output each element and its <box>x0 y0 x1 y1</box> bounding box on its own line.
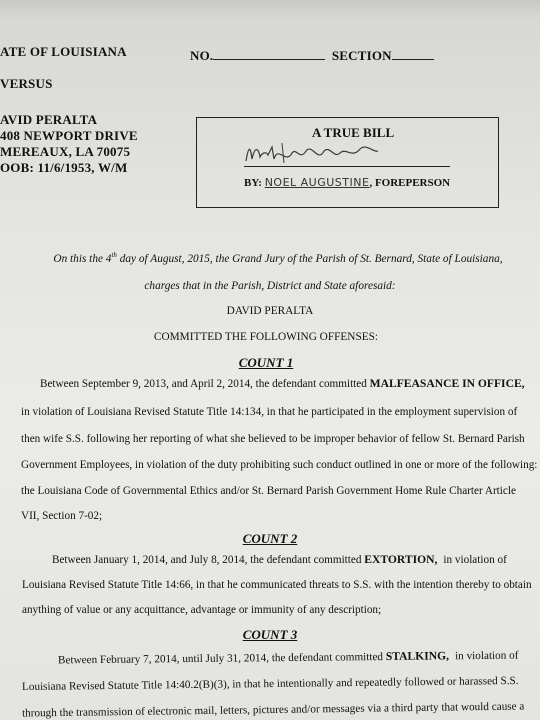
count-2-line-1-text: Between January 1, 2014, and July 8, 2014, the defendant committed <box>52 554 362 566</box>
true-bill-title: A TRUE BILL <box>312 125 395 140</box>
count-2-line-1-tail: in violation of <box>443 554 507 566</box>
intro-line-1 <box>8 251 540 265</box>
count-3-line-1 <box>58 649 519 667</box>
count-1-line-4: Government Employees, in violation of the duty prohibiting such conduct outlined in one or more of the following: <box>21 459 538 471</box>
count-3-heading: COUNT 3 <box>242 627 298 642</box>
count-3-line-2: Louisiana Revised Statute Title 14:40.2(B)(3), in that he intentionally and repeatedly followed or harassed S.S. <box>21 674 519 694</box>
count-3-line-1-tail: in violation of <box>454 649 519 663</box>
defendant-name: AVID PERALTA <box>0 112 98 127</box>
intro-line-2: charges that in the Parish, District and State aforesaid: <box>144 280 396 292</box>
count-2-heading: COUNT 2 <box>242 531 298 546</box>
section-blank <box>392 47 434 60</box>
signature-line <box>244 166 450 167</box>
count-2-line-2: Louisiana Revised Statute Title 14:66, in that he communicated threats to S.S. with the intention thereby to obtain <box>22 579 532 591</box>
foreperson-printed-name: NOEL AUGUSTINE <box>264 176 370 189</box>
defendant-address-line2: MEREAUX, LA 70075 <box>0 144 131 159</box>
count-1-line-3: then wife S.S. following her reporting of what she believed to be improper behavior of fellow St. Bernard Parish <box>21 433 525 445</box>
count-2-line-1 <box>52 553 507 566</box>
signature-scribble <box>242 139 382 167</box>
foreperson-signature <box>242 139 382 167</box>
case-number-label: NO. <box>190 48 214 63</box>
intro-line-1-end: day of August, 2015, the Grand Jury of the Parish of St. Bernard, State of Louisiana, <box>116 252 503 265</box>
count-3-offense: STALKING, <box>385 649 450 663</box>
intro-line-1-start: On this the 4 <box>53 252 112 265</box>
defendant-full-name: DAVID PERALTA <box>226 305 314 317</box>
count-1-heading: COUNT 1 <box>238 355 294 370</box>
by-label: BY: <box>244 177 262 189</box>
count-2-line-3: anything of value or any acquittance, advantage or immunity of any description; <box>22 604 382 616</box>
state-caption: ATE OF LOUISIANA <box>0 44 127 59</box>
count-2-offense: EXTORTION, <box>364 553 438 566</box>
count-3-line-3: through the transmission of electronic mail, letters, pictures and/or messages via a third party that would cause a <box>21 700 525 720</box>
page-top-shadow <box>0 0 540 22</box>
count-1-line-6: VII, Section 7-02; <box>21 510 103 522</box>
committed-heading: COMMITTED THE FOLLOWING OFFENSES: <box>153 331 379 343</box>
section-label: SECTION <box>331 48 392 63</box>
foreperson-line <box>244 176 450 189</box>
defendant-dob: OOB: 11/6/1953, W/M <box>0 160 128 175</box>
count-3-line-1-text: Between February 7, 2014, until July 31, 2014, the defendant committed <box>57 651 384 667</box>
count-1-line-1-text: Between September 9, 2013, and April 2, 2014, the defendant committed <box>40 378 367 390</box>
case-number-field <box>190 47 434 64</box>
versus-label: VERSUS <box>0 76 53 91</box>
intro-ordinal-suffix: th <box>111 251 117 259</box>
count-1-line-5: the Louisiana Code of Governmental Ethics and/or St. Bernard Parish Government Home Rule Charter Article <box>21 485 516 497</box>
count-1-line-1 <box>40 377 525 390</box>
count-1-offense: MALFEASANCE IN OFFICE, <box>369 377 525 390</box>
foreperson-role: , FOREPERSON <box>369 177 451 189</box>
case-number-blank <box>213 47 325 60</box>
defendant-address-line1: 408 NEWPORT DRIVE <box>0 128 138 143</box>
count-1-line-2: in violation of Louisiana Revised Statute Title 14:134, in that he participated in the employment supervision of <box>21 406 518 418</box>
